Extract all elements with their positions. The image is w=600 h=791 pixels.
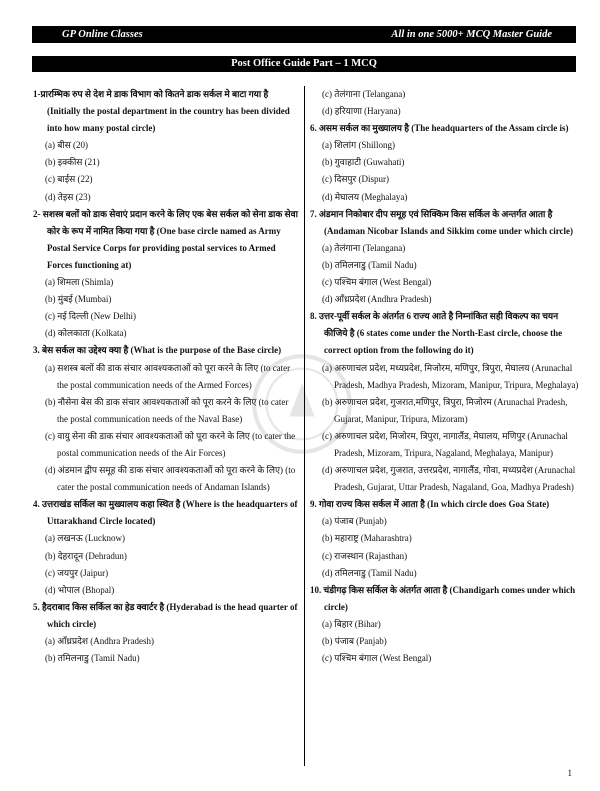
option-text: (c) बाईस (22) (45, 174, 93, 185)
page-number: 1 (567, 768, 572, 778)
option-text: (c) वायु सेना की डाक संचार आवश्यकताओं को पूरा करने के लिए (to cater the postal communication needs of the Air Forces) (45, 430, 296, 458)
option-text: (b) इक्कीस (21) (45, 157, 100, 168)
question-text: 6. असम सर्कल का मुख्यालय है (The headquarters of the Assam circle is) (310, 123, 569, 134)
option-text: (d) भोपाल (Bhopal) (45, 584, 115, 595)
question-text: 1-प्रारम्भिक रुप से देश मे डाक विभाग को कितने डाक सर्कल मे बाटा गया है (Initially the postal department in the country has been divided into how many postal circle) (33, 89, 290, 134)
option-text: (a) अरुणाचल प्रदेश, मध्यप्रदेश, मिजोरम, मणिपुर, त्रिपुरा, मेघालय (Arunachal Pradesh, Madhya Pradesh, Mizoram, Manipur, Tripura, Meghalaya) (322, 362, 579, 390)
option-text: (c) अरुणाचल प्रदेश, मिजोरम, त्रिपुरा, नागालैंड, मेघालय, मणिपुर (Arunachal Pradesh, Mizoram, Tripura, Nagaland, Meghalaya, Manipur) (322, 430, 568, 458)
option-text: (b) नौसेना बेस की डाक संचार आवश्यकताओं को पूरा करने के लिए (to cater the postal communication needs of the Naval Base) (45, 396, 289, 424)
header-right-title: All in one 5000+ MCQ Master Guide (391, 29, 552, 40)
option-text: (a) बिहार (Bihar) (322, 618, 381, 629)
question-text: 8. उत्तर-पूर्वी सर्कल के अंतर्गत 6 राज्य आते है निम्नांकित सही विकल्प का चयन कीजिये है (6 states come under the North-East circle, choose the correct option from the following do it) (310, 311, 563, 356)
question-text: 9. गोवा राज्य किस सर्कल में आता है (In which circle does Goa State) (310, 499, 550, 510)
question-text: 10. चंडीगढ़ किस सर्किल के अंतर्गत आता है (Chandigarh comes under which circle) (310, 584, 576, 612)
option-text: (d) आँध्रप्रदेश (Andhra Pradesh) (322, 294, 432, 305)
option-text: (b) अरुणाचल प्रदेश, गुजरात,मणिपुर, त्रिपुरा, मिजोरम (Arunachal Pradesh, Gujarat, Manipur, Tripura, Mizoram) (322, 396, 568, 424)
header-left-title: GP Online Classes (62, 29, 143, 40)
option-text: (a) तेलंगाना (Telangana) (322, 242, 406, 253)
option-text: (a) बीस (20) (45, 140, 89, 151)
option-text: (d) मेघालय (Meghalaya) (322, 191, 408, 202)
question-text: 3. बेस सर्कल का उद्देश्य क्या है (What is the purpose of the Base circle) (33, 345, 282, 356)
option-text: (d) कोलकाता (Kolkata) (45, 328, 127, 339)
option-text: (b) देहरादून (Dehradun) (45, 550, 127, 561)
question-text: 7. अंडमान निकोबार दीप समूह एवं सिक्किम किस सर्किल के अन्तर्गत आता है (Andaman Nicobar Islands and Sikkim come under which circle) (310, 208, 574, 236)
option-text: (d) तेइस (23) (45, 191, 91, 202)
section-title: Post Office Guide Part – 1 MCQ (32, 56, 576, 72)
option-text: (d) अंडमान द्वीप समूह की डाक संचार आवश्यकताओं को पूरा करने के लिए) (to cater the postal communication needs of Andaman Islands) (45, 465, 296, 493)
option-text: (b) गुवाहाटी (Guwahati) (322, 157, 405, 168)
option-text: (c) राजस्थान (Rajasthan) (322, 550, 408, 561)
option-text: (a) पंजाब (Punjab) (322, 516, 387, 527)
option-text: (a) शिमला (Shimla) (45, 277, 114, 288)
option-text: (d) हरियाणा (Haryana) (322, 106, 401, 117)
option-text: (a) शिलांग (Shillong) (322, 140, 395, 151)
page-header (32, 26, 576, 43)
option-text: (c) पश्चिम बंगाल (West Bengal) (322, 277, 432, 288)
question-text: 4. उत्तराखंड सर्किल का मुख्यालय कहा स्थित है (Where is the headquarters of Uttarakhand Circle located) (33, 499, 298, 527)
option-text: (b) पंजाब (Panjab) (322, 636, 387, 646)
option-text: (a) आँध्रप्रदेश (Andhra Pradesh) (45, 636, 154, 646)
option-text: (b) तमिलनाडु (Tamil Nadu) (322, 259, 417, 270)
option-text: (b) मुंबई (Mumbai) (45, 294, 112, 305)
option-text: (b) महाराष्ट्र (Maharashtra) (322, 533, 412, 544)
option-text: (c) नई दिल्ली (New Delhi) (45, 311, 136, 322)
question-text: 5. हैदराबाद किस सर्किल का हेड क्वार्टर है (Hyderabad is the head quarter of which circle) (33, 601, 298, 629)
question-text: 2- सशस्त्र बलों को डाक सेवाएं प्रदान करने के लिए एक बेस सर्कल को सेना डाक सेवा कोर के रूप में नामित किया गया है (One base circle named as Army Postal Service Corps for providing postal services to Armed Forces functioning at) (33, 208, 298, 270)
option-text: (c) जयपुर (Jaipur) (45, 567, 109, 578)
option-text: (a) सशस्त्र बलों की डाक संचार आवश्यकताओं को पूरा करने के लिए (to cater the postal communication needs of the Armed Forces) (45, 362, 291, 390)
option-text: (c) पश्चिम बंगाल (West Bengal) (322, 653, 432, 664)
option-text: (d) तमिलनाडु (Tamil Nadu) (322, 567, 417, 578)
option-text: (d) अरुणाचल प्रदेश, गुजरात, उत्तरप्रदेश, नागालैंड, गोवा, मध्यप्रदेश (Arunachal Pradesh, Gujarat, Uttar Pradesh, Nagaland, Goa, Madhya Pradesh) (322, 465, 576, 493)
option-text: (b) तमिलनाडु (Tamil Nadu) (45, 653, 140, 664)
watermark-seal-icon (250, 352, 354, 456)
option-text: (c) तेलंगाना (Telangana) (322, 89, 406, 99)
option-text: (c) दिसपुर (Dispur) (322, 174, 389, 185)
option-text: (a) लखनऊ (Lucknow) (45, 533, 125, 544)
